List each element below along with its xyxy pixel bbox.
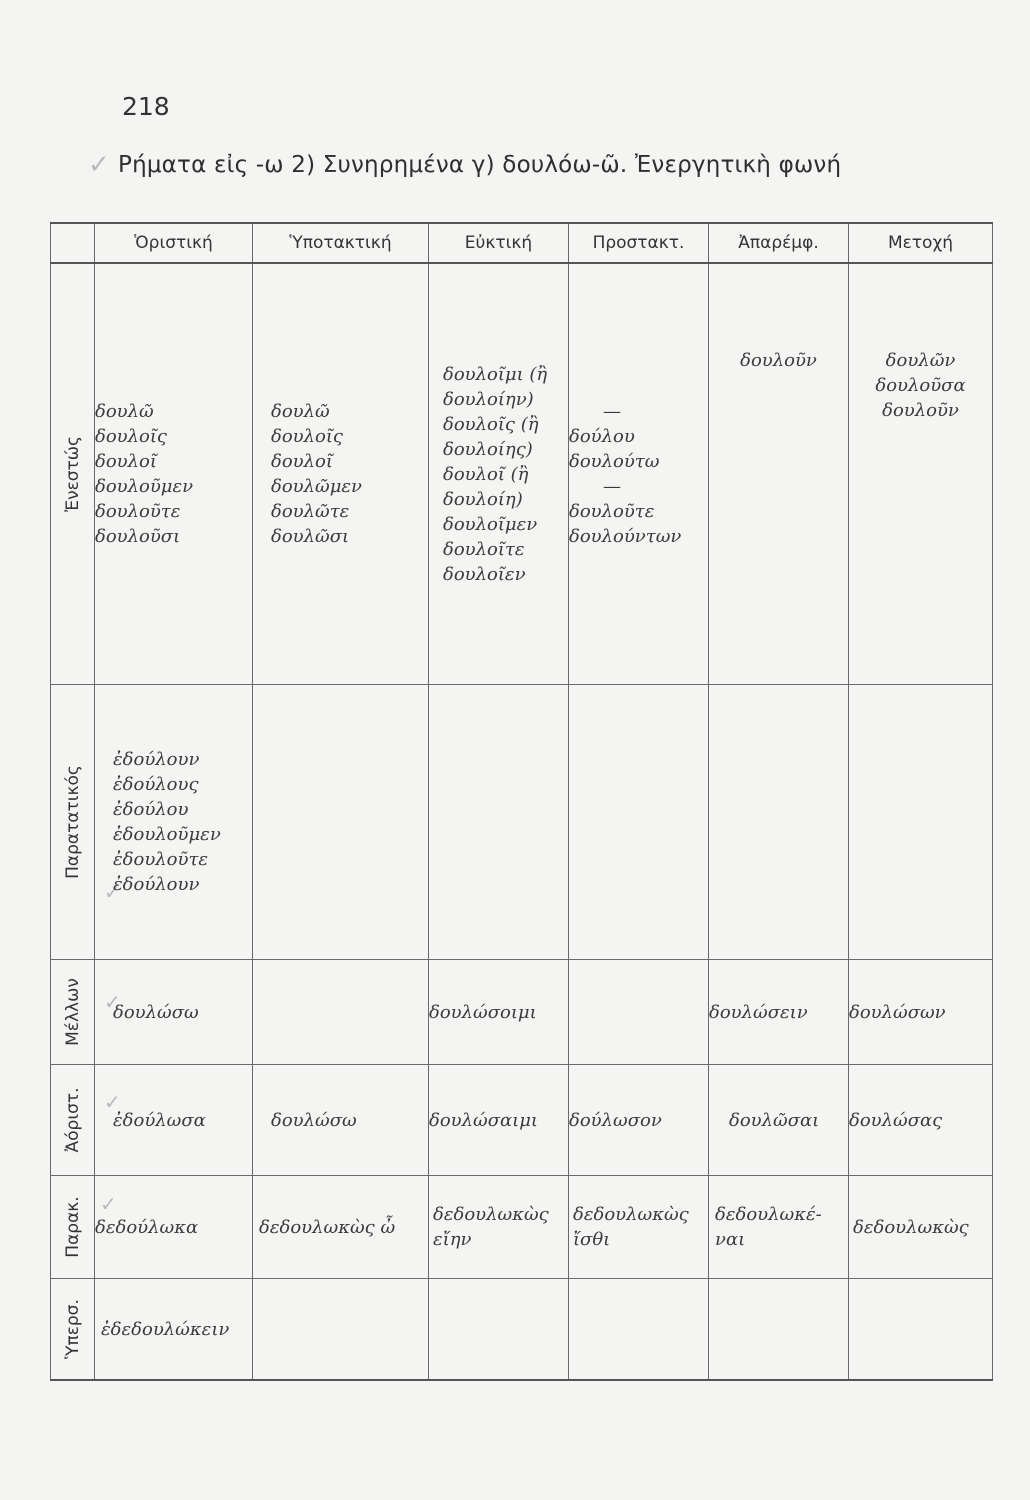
form: δουλῶσι	[271, 526, 350, 547]
aorist-indicative	[95, 1065, 253, 1176]
aorist-check-mark: ✓	[104, 990, 121, 1014]
col-header-optative: Εὐκτική	[429, 223, 569, 263]
future-imperative	[569, 960, 709, 1065]
aorist-imperative	[569, 1065, 709, 1176]
form: δουλοῖ	[95, 451, 157, 472]
col-header-participle: Μετοχή	[849, 223, 993, 263]
tense-cell-pluperfect	[51, 1279, 95, 1381]
future-subjunctive	[253, 960, 429, 1065]
present-participle	[849, 263, 993, 685]
imperfect-indicative	[95, 685, 253, 960]
form: δουλώσαιμι	[429, 1109, 538, 1131]
tense-cell-aorist	[51, 1065, 95, 1176]
aorist-participle	[849, 1065, 993, 1176]
form: ἐδουλοῦτε	[113, 849, 209, 870]
form: ἐδουλοῦμεν	[113, 824, 221, 845]
corner-cell	[51, 223, 95, 263]
perfect-optative	[429, 1176, 569, 1279]
perfect-subjunctive	[253, 1176, 429, 1279]
row-imperfect	[51, 685, 993, 960]
imperfect-participle	[849, 685, 993, 960]
pluperfect-subjunctive	[253, 1279, 429, 1381]
form: ἐδούλου	[113, 799, 189, 820]
form: δουλῶτε	[271, 501, 350, 522]
present-optative	[429, 263, 569, 685]
pluperfect-check-mark: ✓	[100, 1192, 117, 1216]
pluperfect-participle	[849, 1279, 993, 1381]
row-perfect	[51, 1176, 993, 1279]
aorist-infinitive	[709, 1065, 849, 1176]
form: ἴσθι	[573, 1229, 611, 1250]
tense-cell-perfect	[51, 1176, 95, 1279]
form: ἐδεδουλώκειν	[101, 1318, 230, 1340]
form: δουλοῖμι (ἢ	[443, 363, 548, 385]
form: δεδουλωκὼς	[853, 1216, 969, 1238]
perfect-participle	[849, 1176, 993, 1279]
form: —	[603, 476, 621, 497]
perfect-infinitive	[709, 1176, 849, 1279]
form: δουλῶσαι	[729, 1109, 820, 1131]
form: δουλοῦσι	[95, 526, 181, 547]
col-header-subjunctive: Ὑποτακτική	[253, 223, 429, 263]
present-infinitive	[709, 263, 849, 685]
tense-label-aorist: Ἀόριστ.	[62, 1087, 83, 1153]
pluperfect-optative	[429, 1279, 569, 1381]
tense-label-present: Ἐνεστώς	[62, 436, 83, 512]
form: δούλωσον	[569, 1109, 662, 1131]
row-present	[51, 263, 993, 685]
form: δεδούλωκα	[95, 1216, 199, 1238]
tense-label-imperfect: Παρατατικός	[62, 765, 83, 879]
form: δουλοῖς	[271, 426, 343, 447]
tense-cell-future	[51, 960, 95, 1065]
form: δουλοῦτε	[95, 501, 181, 522]
form: δουλοῖς (ἢ	[443, 413, 539, 435]
form: δουλοῦν	[740, 350, 817, 371]
pluperfect-indicative	[95, 1279, 253, 1381]
col-header-imperative: Προστακτ.	[569, 223, 709, 263]
form: δουλώσω	[271, 1109, 357, 1131]
tense-cell-present	[51, 263, 95, 685]
form: εἴην	[433, 1229, 472, 1250]
form: δουλώσειν	[709, 1001, 808, 1023]
page-number: 218	[122, 92, 170, 121]
col-header-infinitive: Ἀπαρέμφ.	[709, 223, 849, 263]
tense-label-pluperfect: Ὑπερσ.	[62, 1299, 83, 1359]
perfect-imperative	[569, 1176, 709, 1279]
tense-label-perfect: Παρακ.	[62, 1196, 83, 1258]
form: δουλοῖτε	[443, 538, 525, 560]
form: δουλοῖ (ἢ	[443, 463, 529, 485]
form: δούλου	[569, 426, 635, 447]
future-check-mark: ✓	[104, 880, 121, 904]
form: δουλῶ	[95, 401, 154, 422]
imperfect-subjunctive	[253, 685, 429, 960]
form: δουλῶν	[885, 350, 956, 371]
form: ναι	[715, 1229, 746, 1250]
present-indicative	[95, 263, 253, 685]
form: δουλοίης)	[443, 438, 533, 460]
pluperfect-imperative	[569, 1279, 709, 1381]
form: —	[603, 401, 621, 422]
future-optative	[429, 960, 569, 1065]
form: ἐδούλουν	[113, 749, 200, 770]
imperfect-imperative	[569, 685, 709, 960]
present-imperative	[569, 263, 709, 685]
form: δουλοῦτε	[569, 501, 655, 522]
tense-cell-imperfect	[51, 685, 95, 960]
form: δουλοῖς	[95, 426, 167, 447]
form: δεδουλωκὼς ὦ	[259, 1216, 396, 1238]
form: δουλώσοιμι	[429, 1001, 537, 1023]
pluperfect-infinitive	[709, 1279, 849, 1381]
row-future	[51, 960, 993, 1065]
form: δουλῶμεν	[271, 476, 363, 497]
present-subjunctive	[253, 263, 429, 685]
form: δουλοῖμεν	[443, 513, 538, 535]
form: δεδουλωκέ-	[715, 1204, 822, 1225]
heading-check-mark: ✓	[88, 150, 110, 180]
form: δεδουλωκὼς	[573, 1204, 689, 1225]
aorist-subjunctive	[253, 1065, 429, 1176]
header-row	[51, 223, 993, 263]
form: δουλούντων	[569, 526, 682, 547]
form: δουλούτω	[569, 451, 660, 472]
perfect-check-mark: ✓	[104, 1090, 121, 1114]
imperfect-infinitive	[709, 685, 849, 960]
form: δουλοῦμεν	[95, 476, 194, 497]
page-heading: Ρήματα εἰς -ω 2) Συνηρημένα γ) δουλόω-ῶ. Ἐνεργητικὴ φωνή	[118, 152, 842, 178]
form: δουλοῖεν	[443, 563, 526, 585]
form: δεδουλωκὼς	[433, 1204, 549, 1225]
form: ἐδούλουν	[113, 874, 200, 895]
form: ἐδούλους	[113, 774, 199, 795]
form: δουλώσας	[849, 1109, 943, 1131]
form: δουλοίην)	[443, 388, 534, 410]
row-aorist	[51, 1065, 993, 1176]
perfect-indicative	[95, 1176, 253, 1279]
form: δουλοίη)	[443, 488, 523, 510]
form: δουλώσων	[849, 1001, 946, 1023]
form: δουλοῦσα	[875, 375, 966, 396]
future-infinitive	[709, 960, 849, 1065]
conjugation-table	[50, 222, 993, 1381]
col-header-indicative: Ὁριστική	[95, 223, 253, 263]
form: δουλῶ	[271, 401, 330, 422]
imperfect-optative	[429, 685, 569, 960]
form: δουλώσω	[113, 1001, 199, 1023]
future-participle	[849, 960, 993, 1065]
aorist-optative	[429, 1065, 569, 1176]
form: δουλοῖ	[271, 451, 333, 472]
form: δουλοῦν	[882, 400, 959, 421]
form: ἐδούλωσα	[113, 1109, 206, 1131]
row-pluperfect	[51, 1279, 993, 1381]
tense-label-future: Μέλλων	[62, 978, 83, 1046]
future-indicative	[95, 960, 253, 1065]
